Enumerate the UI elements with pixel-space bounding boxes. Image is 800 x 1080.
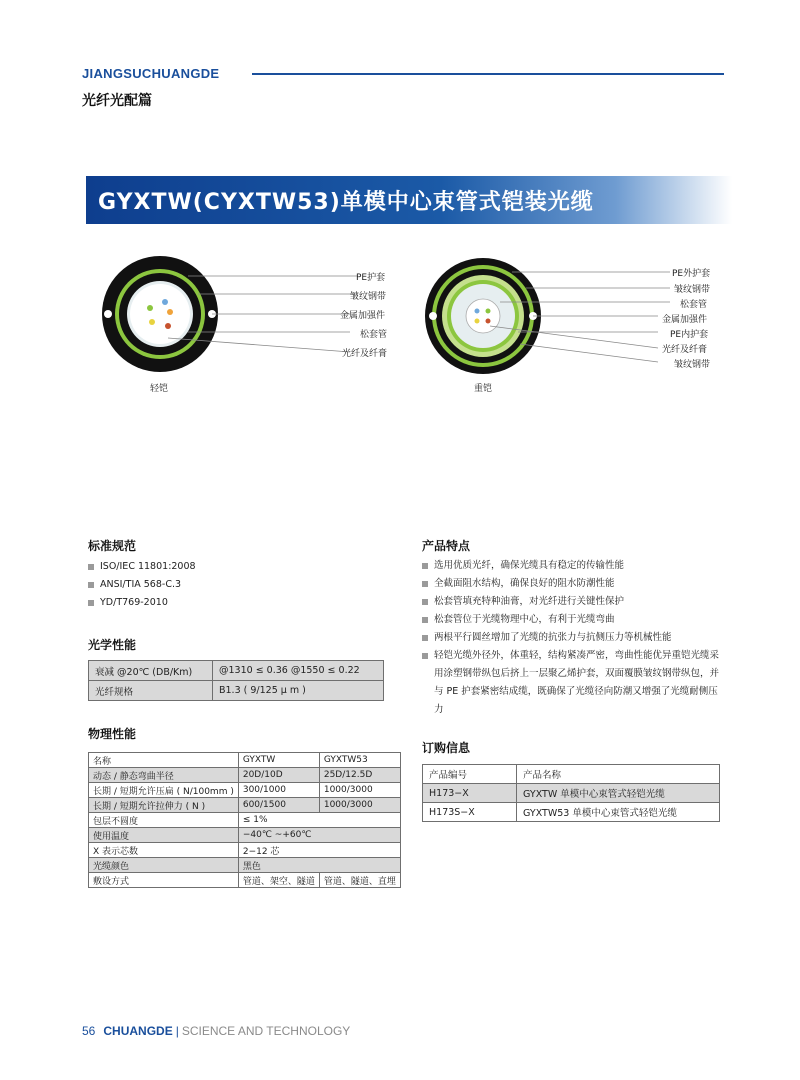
page-title: GYXTW(CYXTW53)单模中心束管式铠装光缆 xyxy=(98,190,594,215)
table-cell: B1.3 ( 9/125 μ m ) xyxy=(213,681,384,701)
table-row xyxy=(89,768,401,783)
table-cell: H173−X xyxy=(423,784,517,803)
table-cell: ≤ 1% xyxy=(238,813,400,828)
table-cell: 600/1500 xyxy=(238,798,319,813)
callout-corrugated-steel-outer: 皱纹钢带 xyxy=(674,285,711,295)
header-rule xyxy=(252,73,724,75)
callout-loose-tube: 松套管 xyxy=(360,330,388,340)
table-cell: 光缆颜色 xyxy=(89,858,239,873)
section-title: 光纤光配篇 xyxy=(82,93,152,109)
table-row xyxy=(89,843,401,858)
table-cell: 使用温度 xyxy=(89,828,239,843)
list-item: 全截面阻水结构，确保良好的阻水防潮性能 xyxy=(422,575,727,593)
table-row xyxy=(89,813,401,828)
callout-pe-outer-sheath: PE外护套 xyxy=(672,269,711,279)
callout-fiber-gel-heavy: 光纤及纤膏 xyxy=(662,345,708,355)
table-cell: H173S−X xyxy=(423,803,517,822)
table-cell: 20D/10D xyxy=(238,768,319,783)
table-cell: 管道、隧道、直埋 xyxy=(319,873,400,888)
table-cell: 1000/3000 xyxy=(319,783,400,798)
table-row xyxy=(89,828,401,843)
table-row xyxy=(423,784,720,803)
table-row xyxy=(89,873,401,888)
table-cell: 产品名称 xyxy=(517,765,720,784)
table-cell: 名称 xyxy=(89,753,239,768)
table-cell: GYXTW xyxy=(238,753,319,768)
features-list xyxy=(422,557,727,719)
table-row xyxy=(423,765,720,784)
optical-table xyxy=(88,660,384,701)
list-item: 选用优质光纤，确保光缆具有稳定的传输性能 xyxy=(422,557,727,575)
table-cell: GYXTW 单模中心束管式轻铠光缆 xyxy=(517,784,720,803)
list-item: 松套管位于光缆物理中心，有利于光缆弯曲 xyxy=(422,611,727,629)
callout-pe-sheath: PE护套 xyxy=(356,273,386,283)
table-cell: 2−12 芯 xyxy=(238,843,400,858)
table-row xyxy=(89,753,401,768)
list-item: 两根平行圆丝增加了光缆的抗张力与抗侧压力等机械性能 xyxy=(422,629,727,647)
callout-metal-strength: 金属加强件 xyxy=(340,311,386,321)
table-cell: 敷设方式 xyxy=(89,873,239,888)
table-cell: GYXTW53 单模中心束管式轻铠光缆 xyxy=(517,803,720,822)
table-row xyxy=(89,798,401,813)
table-cell: 动态 / 静态弯曲半径 xyxy=(89,768,239,783)
title-bar xyxy=(86,176,732,224)
table-cell: GYXTW53 xyxy=(319,753,400,768)
list-item: ISO/IEC 11801:2008 xyxy=(88,558,196,576)
standards-list xyxy=(88,558,196,612)
footer-brand: CHUANGDE xyxy=(103,1024,173,1038)
page-number: 56 xyxy=(82,1024,96,1038)
brand-name: JIANGSUCHUANGDE xyxy=(82,66,220,81)
table-row xyxy=(89,858,401,873)
table-cell: 1000/3000 xyxy=(319,798,400,813)
table-row xyxy=(89,661,384,681)
list-item: YD/T769-2010 xyxy=(88,594,196,612)
table-cell: X 表示芯数 xyxy=(89,843,239,858)
callout-loose-tube-heavy: 松套管 xyxy=(680,300,708,310)
table-cell: 管道、架空、隧道 xyxy=(238,873,319,888)
standards-heading: 标准规范 xyxy=(88,539,137,553)
table-cell: −40℃ ~+60℃ xyxy=(238,828,400,843)
physical-heading: 物理性能 xyxy=(88,727,137,741)
features-heading: 产品特点 xyxy=(422,539,471,553)
table-row xyxy=(423,803,720,822)
table-cell: 长期 / 短期允许压扁 ( N/100mm ) xyxy=(89,783,239,798)
callout-fiber-gel: 光纤及纤膏 xyxy=(342,349,388,359)
heavy-armor-caption: 重铠 xyxy=(474,384,493,394)
footer-separator: | xyxy=(175,1024,179,1038)
table-cell: 黑色 xyxy=(238,858,400,873)
table-row xyxy=(89,681,384,701)
light-armor-caption: 轻铠 xyxy=(150,384,169,394)
page-footer xyxy=(82,1024,350,1038)
callout-pe-inner-sheath: PE内护套 xyxy=(670,330,709,340)
list-item: 轻铠光缆外径外，体重轻，结构紧凑严密，弯曲性能优异重铠光缆采用涂塑钢带纵包后挤上一层聚乙烯护套，双面覆膜皱纹钢带纵包，并与 PE 护套紧密结成缆，既确保了光缆径向防潮又增强了光缆耐侧压力 xyxy=(422,647,727,719)
table-cell: 包层不圆度 xyxy=(89,813,239,828)
callout-corrugated-steel-inner: 皱纹钢带 xyxy=(674,360,711,370)
table-cell: 长期 / 短期允许拉伸力 ( N ) xyxy=(89,798,239,813)
callout-metal-strength-heavy: 金属加强件 xyxy=(662,315,708,325)
optical-heading: 光学性能 xyxy=(88,638,137,652)
table-cell: 300/1000 xyxy=(238,783,319,798)
callout-corrugated-steel: 皱纹钢带 xyxy=(350,292,387,302)
table-row xyxy=(89,783,401,798)
ordering-table xyxy=(422,764,720,822)
list-item: ANSI/TIA 568-C.3 xyxy=(88,576,196,594)
physical-table xyxy=(88,752,401,888)
footer-tagline: SCIENCE AND TECHNOLOGY xyxy=(181,1024,351,1038)
table-cell: 产品编号 xyxy=(423,765,517,784)
table-cell: 25D/12.5D xyxy=(319,768,400,783)
list-item: 松套管填充特种油膏，对光纤进行关键性保护 xyxy=(422,593,727,611)
table-cell: 光纤规格 xyxy=(89,681,213,701)
table-cell: @1310 ≤ 0.36 @1550 ≤ 0.22 xyxy=(213,661,384,681)
ordering-heading: 订购信息 xyxy=(422,741,471,755)
table-cell: 衰减 @20℃ (DB/Km) xyxy=(89,661,213,681)
